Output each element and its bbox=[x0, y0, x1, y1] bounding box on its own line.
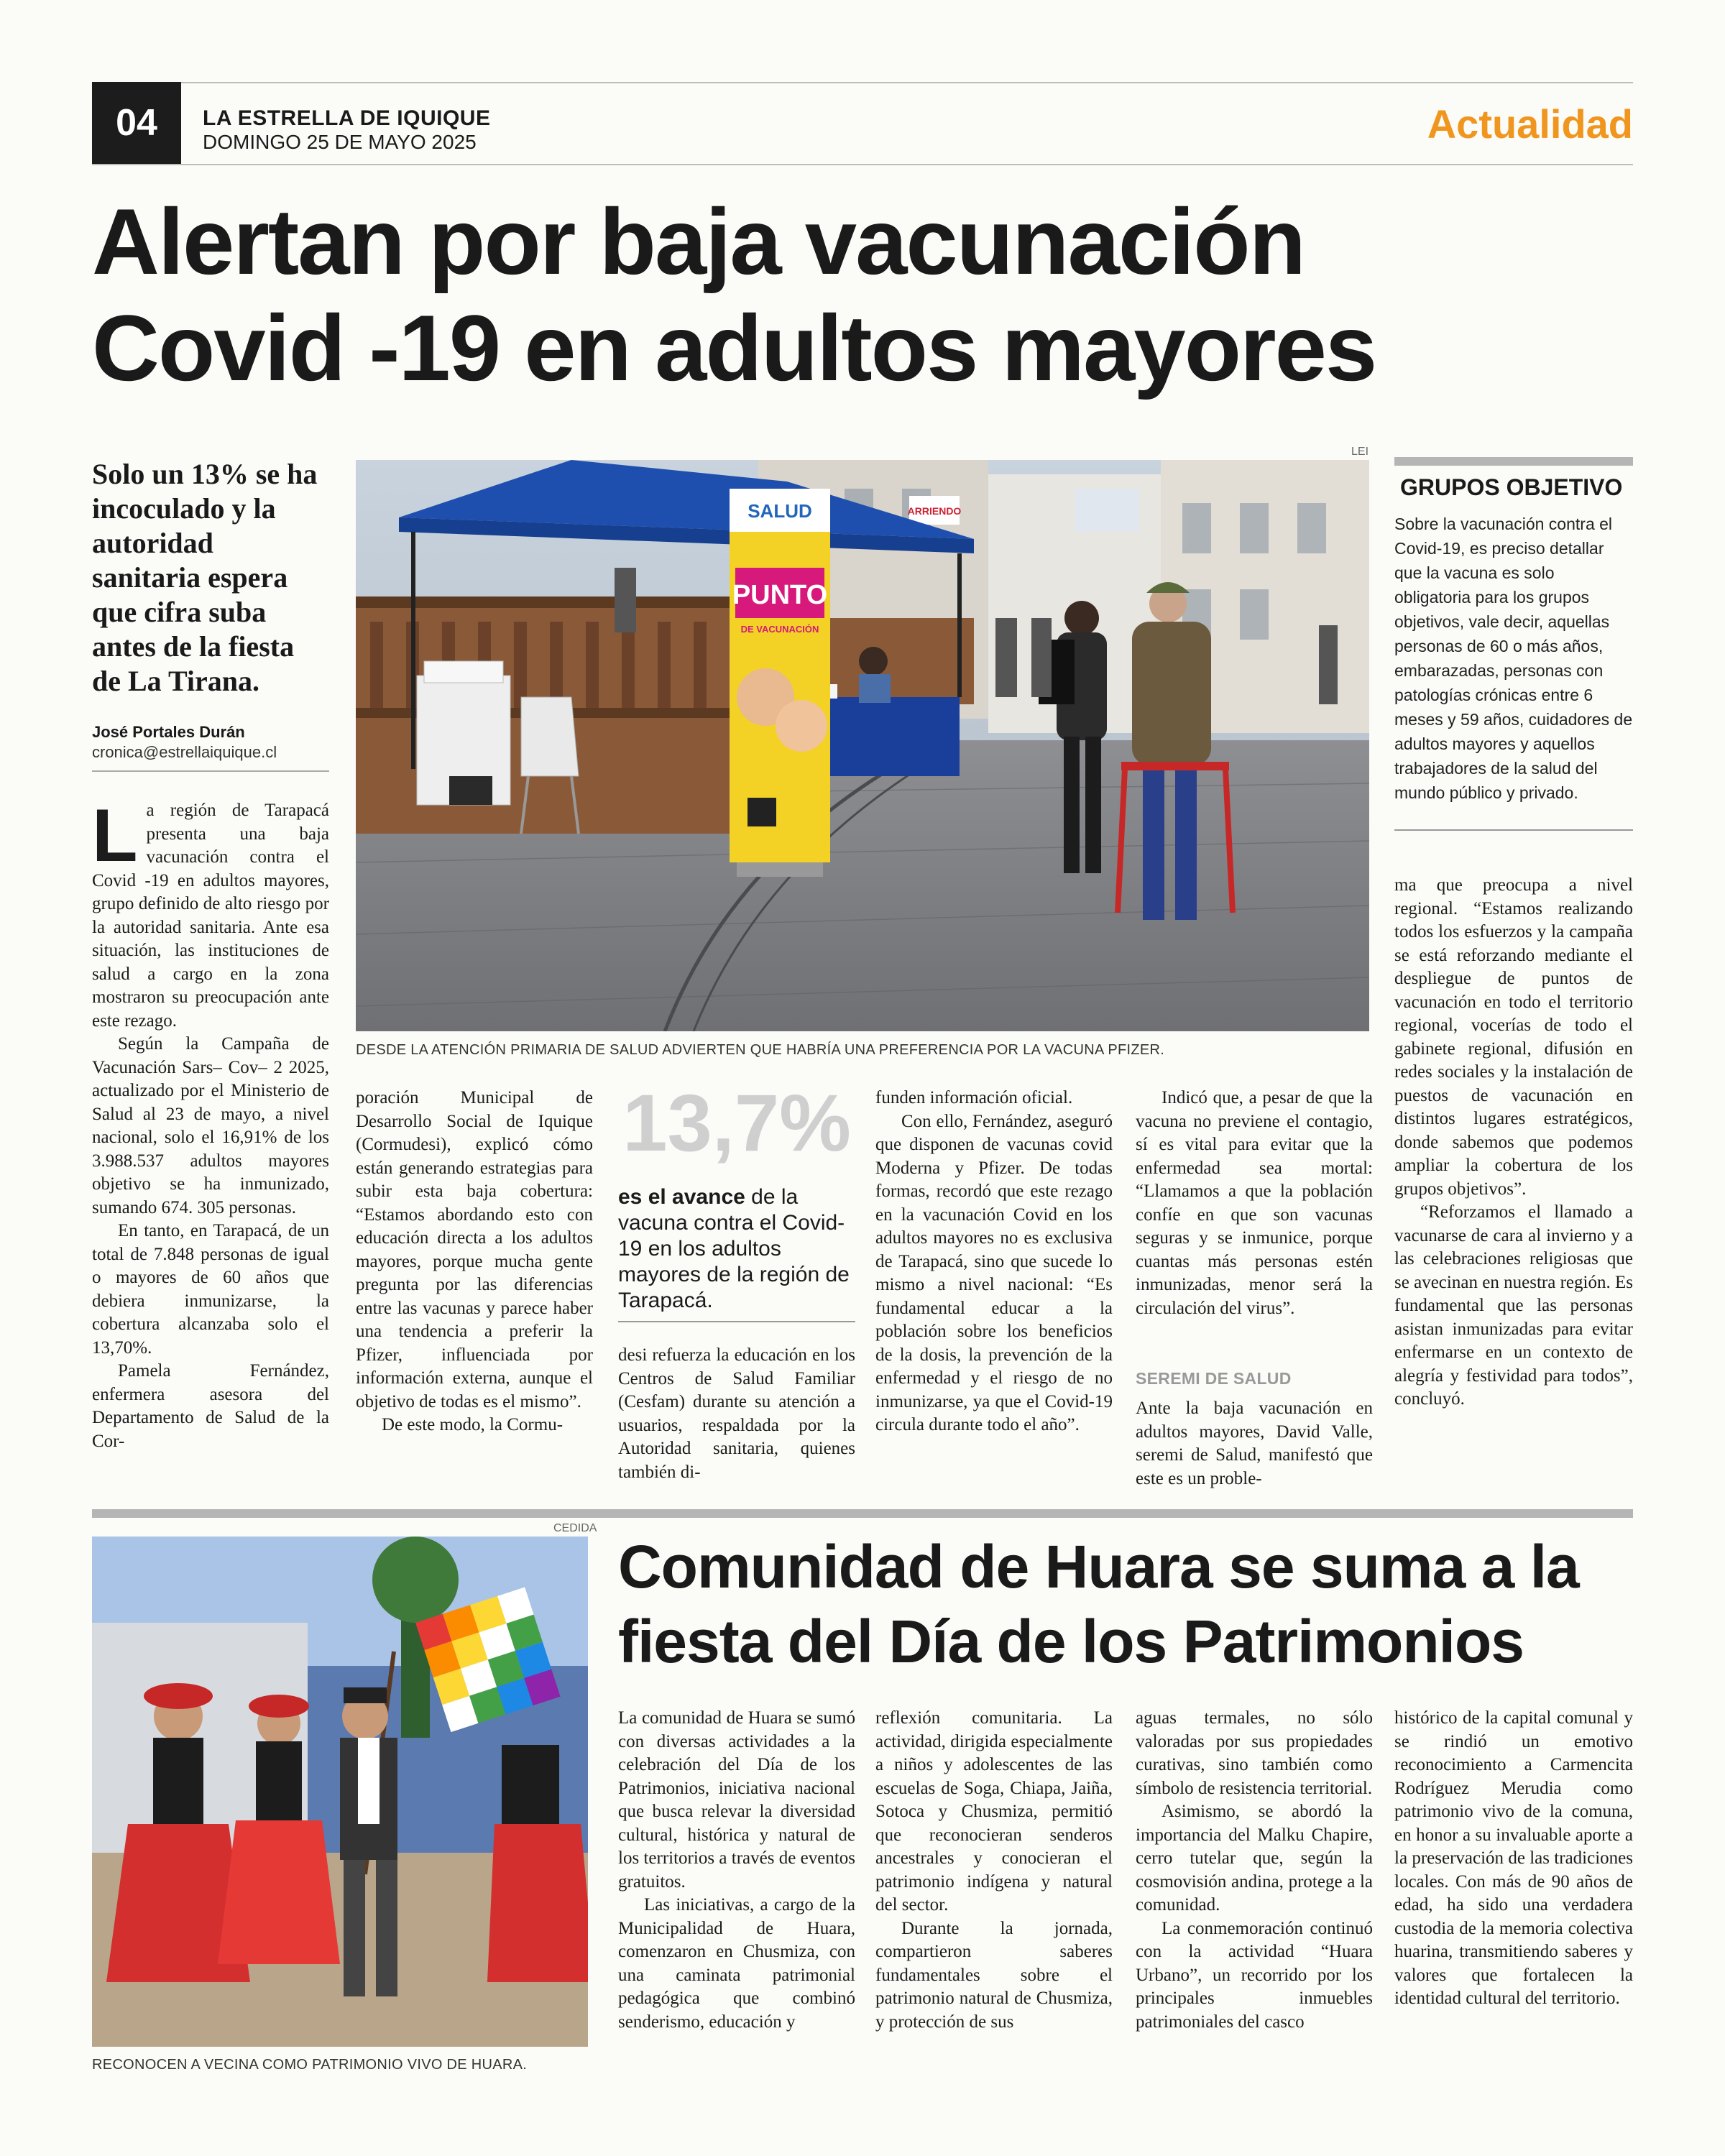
article1-column-4 bbox=[875, 1087, 1113, 1489]
paragraph: ma que preocupa a nivel regional. “Estamos realizando todos los esfuerzos y la campaña se está reforzando mediante el despliegue de puntos de vacunación en todo el territorio regional, vocerías de todo el gabinete regional, difusión en redes sociales y la instalación de puestos de vacunación en distintos lugares estratégicos, donde sabemos que podemos ampliar la cobertura de los grupos objetivos”. bbox=[1394, 875, 1633, 1199]
article-deck: Solo un 13% se ha incoculado y la autoridad sanitaria espera que cifra suba antes de la fiesta de La Tirana. bbox=[92, 458, 318, 697]
paragraph: “Reforzamos el llamado a vacunarse de cara al invierno y a las celebraciones religiosas que se avecinan en nuestra región. Es fundamental que las personas asistan inmunizadas para evitar enfermarse en un contexto de alegría y festividad para todos”, concluyó. bbox=[1394, 1202, 1633, 1409]
photo2-credit: CEDIDA bbox=[553, 1522, 597, 1534]
vaccination-point-illustration bbox=[356, 460, 1369, 1031]
byline-author: José Portales Durán bbox=[92, 723, 245, 741]
article2-column-1 bbox=[618, 1707, 855, 2066]
article-separator bbox=[92, 1509, 1633, 1518]
stat-rule bbox=[618, 1321, 855, 1322]
stat-highlight-number: 13,7% bbox=[622, 1078, 851, 1168]
article1-column-3 bbox=[618, 1344, 855, 1488]
article2-column-4 bbox=[1394, 1707, 1633, 2066]
secondary-headline bbox=[618, 1529, 1639, 1679]
main-headline-line1: Alertan por baja vacunación bbox=[92, 189, 1305, 294]
paragraph: Según la Campaña de Vacunación Sars– Cov– 2 2025, actualizado por el Ministerio de Salud al 23 de mayo, a nivel nacional, solo el 16,91% de los 3.988.537 adultos mayores objetivo se ha inmunizado, sumando 674. 305 personas. bbox=[92, 1034, 329, 1217]
paragraph: Asimismo, se abordó la importancia del Malku Chapire, cerro tutelar que, según la cosmovisión andina, protege a la comunidad. bbox=[1136, 1802, 1373, 1915]
article1-column-2 bbox=[356, 1087, 593, 1489]
paragraph: Pamela Fernández, enfermera asesora del Departamento de Salud de la Cor- bbox=[92, 1361, 329, 1451]
article1-column-1 bbox=[92, 799, 329, 1489]
secondary-headline-line2: fiesta del Día de los Patrimonios bbox=[618, 1608, 1524, 1675]
page-number: 04 bbox=[92, 82, 181, 164]
secondary-headline-line1: Comunidad de Huara se suma a la bbox=[618, 1533, 1579, 1600]
stat-highlight-text bbox=[618, 1184, 855, 1314]
paragraph: a región de Tarapacá presenta una baja vacunación contra el Covid -19 en adultos mayores, grupo definido de alto riesgo por la autoridad sanitaria. Ante esa situación, las instituciones de salud a cargo en la zona mostraron su preocupación ante este rezago. bbox=[92, 801, 329, 1031]
huara-dancers-illustration bbox=[92, 1537, 588, 2047]
section-label: Actualidad bbox=[1427, 101, 1633, 147]
publication-date: DOMINGO 25 DE MAYO 2025 bbox=[203, 131, 477, 153]
article2-column-3 bbox=[1136, 1707, 1373, 2066]
subhead: SEREMI DE SALUD bbox=[1136, 1369, 1292, 1388]
shop-sign-text: ARRIENDO bbox=[907, 505, 962, 517]
paragraph: Con ello, Fernández, aseguró que disponen de vacunas covid Moderna y Pfizer. De todas formas, recordó que este rezago en la vacunación Covid en los adultos mayores no es exclusiva de Tarapacá, sino que sucede lo mismo a nivel nacional: “Es fundamental educar a la población sobre los beneficios de la dosis, la prevención de la enfermedad y el riesgo de no inmunizarse, ya que el Covid-19 circula durante todo el año”. bbox=[875, 1111, 1113, 1434]
paragraph: poración Municipal de Desarrollo Social de Iquique (Cormudesi), explicó cómo están generando estrategias para subir esta baja cobertura: “Estamos abordando esto con educación directa a los adultos mayores, porque mucha gente pregunta por las diferencias entre las vacunas y parece haber una tendencia a preferir la Pfizer, influenciada por información externa, aunque el objetivo de todas es el mismo”. bbox=[356, 1088, 593, 1411]
article1-column-6 bbox=[1394, 874, 1633, 1492]
publication-name: LA ESTRELLA DE IQUIQUE bbox=[203, 106, 491, 130]
photo2-caption: RECONOCEN A VECINA COMO PATRIMONIO VIVO DE HUARA. bbox=[92, 2057, 528, 2073]
main-headline bbox=[92, 188, 1637, 401]
stat-rest: de la vacuna contra el Covid-19 en los adultos mayores de la región de Tarapacá. bbox=[618, 1185, 850, 1312]
stat-bold: es el avance bbox=[618, 1185, 745, 1209]
banner-small-text: SALUD bbox=[748, 500, 812, 522]
vaccination-point-photo bbox=[356, 460, 1369, 1031]
paragraph: Ante la baja vacunación en adultos mayores, David Valle, seremi de Salud, manifestó que este es un proble- bbox=[1136, 1399, 1373, 1488]
main-headline-line2: Covid -19 en adultos mayores bbox=[92, 295, 1376, 400]
sidebar-text: Sobre la vacunación contra el Covid-19, es preciso detallar que la vacuna es solo obligatoria para los grupos objetivos, vale decir, aquellas personas de 60 o más años, embarazadas, personas con patologías crónicas entre 6 meses y 59 años, cuidadores de adultos mayores y aquellos trabajadores de la salud del mundo público y privado. bbox=[1394, 515, 1633, 802]
paragraph: funden información oficial. bbox=[875, 1088, 1073, 1107]
paragraph: desi refuerza la educación en los Centros de Salud Familiar (Cesfam) durante su atención a usuarios, respaldada por la Autoridad sanitaria, quienes también di- bbox=[618, 1345, 855, 1482]
banner-big-text: PUNTO bbox=[732, 580, 828, 610]
byline-rule bbox=[92, 770, 329, 772]
paragraph: La comunidad de Huara se sumó con diversas actividades a la celebración del Día de los Patrimonios, iniciativa nacional que busca relevar la diversidad cultural, histórica y natural de los territorios a través de eventos gratuitos. bbox=[618, 1708, 855, 1892]
paragraph: aguas termales, no sólo valoradas por sus propiedades curativas, sino también como símbolo de resistencia territorial. bbox=[1136, 1708, 1373, 1798]
article2-column-2 bbox=[875, 1707, 1113, 2066]
photo-credit: LEI bbox=[1351, 446, 1369, 458]
paragraph: Durante la jornada, compartieron saberes fundamentales sobre el patrimonio natural de Chusmiza, y protección de sus bbox=[875, 1918, 1113, 2032]
header-bottom-rule bbox=[92, 164, 1633, 165]
paragraph: Las iniciativas, a cargo de la Municipalidad de Huara, comenzaron en Chusmiza, con una caminata patrimonial pedagógica que combinó senderismo, educación y bbox=[618, 1895, 855, 2032]
article1-column-5-continued bbox=[1136, 1397, 1373, 1489]
paragraph: histórico de la capital comunal y se rindió un emotivo reconocimiento a Carmencita Rodríguez Merudia como patrimonio vivo de la comuna, en honor a su invaluable aporte a la preservación de las tradiciones locales. Con más de 90 años de edad, ha sido una verdadera custodia de la memoria colectiva huarina, transmitiendo saberes y valores que fortalecen la identidad cultural del territorio. bbox=[1394, 1708, 1633, 2008]
paragraph: La conmemoración continuó con la actividad “Huara Urbano”, un recorrido por los principales inmuebles patrimoniales del casco bbox=[1136, 1918, 1373, 2032]
paragraph: reflexión comunitaria. La actividad, dirigida especialmente a niños y adolescentes de las escuelas de Soga, Chiapa, Jaiña, Sotoca y Chusmiza, permitió que reconocieran senderos ancestrales y conocieran el patrimonio indígena y natural del sector. bbox=[875, 1708, 1113, 1915]
sidebar-top-bar bbox=[1394, 457, 1633, 466]
drop-cap: L bbox=[92, 799, 138, 877]
byline-email: cronica@estrellaiquique.cl bbox=[92, 743, 277, 761]
paragraph: Indicó que, a pesar de que la vacuna no previene el contagio, sí es vital para evitar que la enfermedad sea mortal: “Llamamos a que la población confíe en que son vacunas seguras y se inmunice, porque cuantas más personas estén inmunizadas, menor será la circulación del virus”. bbox=[1136, 1088, 1373, 1318]
sidebar-bottom-rule bbox=[1394, 829, 1633, 831]
banner-sub-text: DE VACUNACIÓN bbox=[740, 624, 819, 635]
paragraph: De este modo, la Cormu- bbox=[382, 1415, 564, 1434]
sidebar-title: GRUPOS OBJETIVO bbox=[1400, 474, 1623, 500]
header-top-rule bbox=[92, 82, 1633, 83]
paragraph: En tanto, en Tarapacá, de un total de 7.848 personas de igual o mayores de 60 años que debiera inmunizarse, la cobertura alcanzaba solo el 13,70%. bbox=[92, 1221, 329, 1358]
photo-caption: DESDE LA ATENCIÓN PRIMARIA DE SALUD ADVIERTEN QUE HABRÍA UNA PREFERENCIA POR LA VACUNA PFIZER. bbox=[356, 1042, 1165, 1058]
huara-celebration-photo bbox=[92, 1537, 588, 2047]
